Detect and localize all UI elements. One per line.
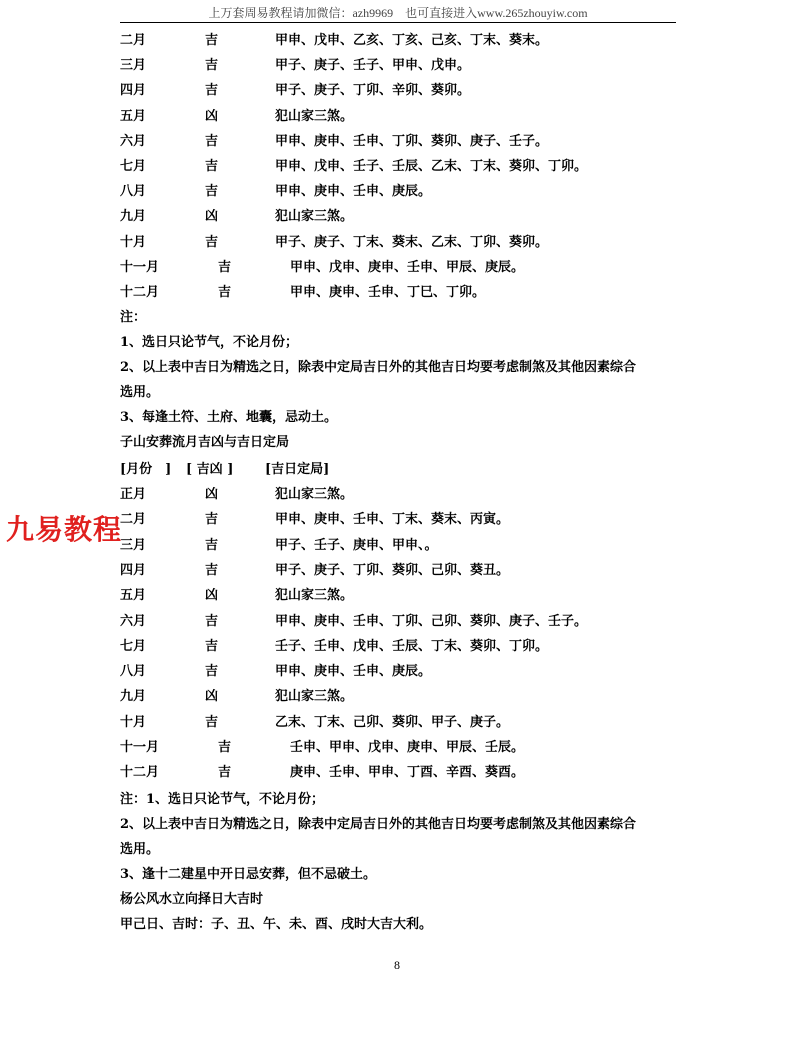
- days-cell: 壬申、甲申、戊申、庚申、甲辰、壬辰。: [290, 740, 525, 755]
- luck-cell: 凶: [205, 689, 219, 705]
- days-cell: 犯山家三煞。: [275, 209, 354, 225]
- days-cell: 甲申、戊申、庚申、壬申、甲辰、庚辰。: [290, 259, 525, 275]
- luck-cell: 吉: [205, 537, 219, 553]
- days-cell: 甲申、庚申、壬申、庚辰。: [275, 664, 432, 680]
- luck-cell: 凶: [205, 588, 219, 604]
- days-cell: 犯山家三煞。: [275, 689, 354, 705]
- days-cell: 犯山家三煞。: [275, 108, 354, 124]
- header-month: [月份 ]: [120, 462, 172, 477]
- month-cell: 三月: [120, 537, 147, 553]
- luck-cell: 吉: [205, 33, 219, 48]
- luck-cell: 吉: [205, 83, 219, 99]
- note-3: 3、每逢土符、土府、地囊，忌动土。: [120, 410, 338, 425]
- note2-1: 注：1、选日只论节气，不论月份；: [120, 792, 325, 807]
- days-cell: 甲申、庚申、壬申、庚辰。: [275, 184, 432, 200]
- luck-cell: 吉: [205, 159, 219, 174]
- month-cell: 七月: [120, 638, 147, 654]
- days-cell: 甲申、庚申、壬申、丁卯、葵卯、庚子、壬子。: [275, 133, 549, 149]
- days-cell: 甲子、庚子、丁卯、葵卯、己卯、葵丑。: [275, 562, 510, 578]
- days-cell: 甲子、庚子、丁卯、辛卯、葵卯。: [275, 83, 471, 99]
- month-cell: 七月: [120, 159, 147, 174]
- luck-cell: 凶: [205, 108, 219, 124]
- auspicious-hours: 甲己日、吉时：子、丑、午、未、酉、戌时大吉大利。: [120, 917, 433, 932]
- month-cell: 十月: [120, 234, 147, 250]
- month-cell: 四月: [120, 562, 147, 578]
- note-1: 1、选日只论节气，不论月份；: [120, 335, 299, 350]
- luck-cell: 吉: [205, 512, 219, 528]
- days-cell: 乙末、丁末、己卯、葵卯、甲子、庚子。: [275, 714, 510, 730]
- section-title: 子山安葬流月吉凶与吉日定局: [120, 435, 290, 450]
- days-cell: 甲子、庚子、壬子、甲申、戊申。: [275, 58, 471, 74]
- luck-cell: 吉: [218, 765, 232, 781]
- luck-cell: 吉: [205, 638, 219, 654]
- days-cell: 犯山家三煞。: [275, 487, 354, 502]
- luck-cell: 吉: [205, 562, 219, 578]
- page-number: 8: [394, 958, 400, 972]
- luck-cell: 吉: [218, 285, 232, 300]
- month-cell: 二月: [120, 33, 147, 48]
- note-2-cont: 选用。: [120, 385, 160, 400]
- luck-cell: 吉: [205, 234, 219, 250]
- month-cell: 正月: [120, 487, 147, 502]
- luck-cell: 吉: [218, 259, 232, 275]
- days-cell: 甲申、庚申、壬申、丁卯、己卯、葵卯、庚子、壬子。: [275, 613, 588, 629]
- note-2: 2、以上表中吉日为精选之日，除表中定局吉日外的其他吉日均要考虑制煞及其他因素综合: [120, 360, 637, 375]
- luck-cell: 吉: [205, 184, 219, 200]
- days-cell: 甲子、壬子、庚申、甲申、。: [275, 537, 438, 553]
- month-cell: 九月: [120, 689, 147, 705]
- luck-cell: 吉: [205, 133, 219, 149]
- days-cell: 甲子、庚子、丁末、葵末、乙末、丁卯、葵卯。: [275, 234, 549, 250]
- month-cell: 六月: [120, 613, 147, 629]
- luck-cell: 吉: [218, 740, 232, 755]
- note2-2: 2、以上表中吉日为精选之日，除表中定局吉日外的其他吉日均要考虑制煞及其他因素综合: [120, 817, 637, 832]
- month-cell: 二月: [120, 512, 147, 528]
- luck-cell: 凶: [205, 209, 219, 225]
- days-cell: 庚申、壬申、甲申、丁酉、辛酉、葵酉。: [290, 765, 525, 781]
- month-cell: 五月: [120, 588, 147, 604]
- luck-cell: 吉: [205, 58, 219, 74]
- month-cell: 十二月: [120, 285, 160, 300]
- notes-label: 注：: [120, 310, 147, 325]
- luck-cell: 凶: [205, 487, 219, 502]
- month-cell: 八月: [120, 184, 147, 200]
- days-cell: 甲申、庚申、壬申、丁末、葵末、丙寅。: [275, 512, 510, 528]
- header-luck: [ 吉凶 ]: [186, 462, 234, 477]
- days-cell: 甲申、戊申、壬子、壬辰、乙末、丁末、葵卯、丁卯。: [275, 159, 588, 174]
- days-cell: 壬子、壬申、戊申、壬辰、丁末、葵卯、丁卯。: [275, 638, 549, 654]
- days-cell: 犯山家三煞。: [275, 588, 354, 604]
- luck-cell: 吉: [205, 664, 219, 680]
- month-cell: 四月: [120, 83, 147, 99]
- days-cell: 甲申、庚申、壬申、丁巳、丁卯。: [290, 285, 486, 300]
- page-header: 上万套周易教程请加微信：azh9969 也可直接进入www.265zhouyiw.com: [120, 0, 676, 23]
- month-cell: 十月: [120, 714, 147, 730]
- month-cell: 八月: [120, 664, 147, 680]
- section3-title: 杨公风水立向择日大吉时: [120, 892, 264, 907]
- watermark-logo: 九易教程: [6, 513, 123, 546]
- luck-cell: 吉: [205, 613, 219, 629]
- header-days: [吉日定局]: [265, 462, 330, 477]
- month-cell: 十一月: [120, 740, 160, 755]
- month-cell: 三月: [120, 58, 147, 74]
- month-cell: 十一月: [120, 259, 160, 275]
- note2-3: 3、逢十二建星中开日忌安葬，但不忌破土。: [120, 867, 377, 882]
- month-cell: 十二月: [120, 765, 160, 781]
- month-cell: 五月: [120, 108, 147, 124]
- month-cell: 九月: [120, 209, 147, 225]
- days-cell: 甲申、戊申、乙亥、丁亥、己亥、丁末、葵末。: [275, 33, 549, 48]
- note2-2-cont: 选用。: [120, 842, 160, 857]
- month-cell: 六月: [120, 133, 147, 149]
- luck-cell: 吉: [205, 714, 219, 730]
